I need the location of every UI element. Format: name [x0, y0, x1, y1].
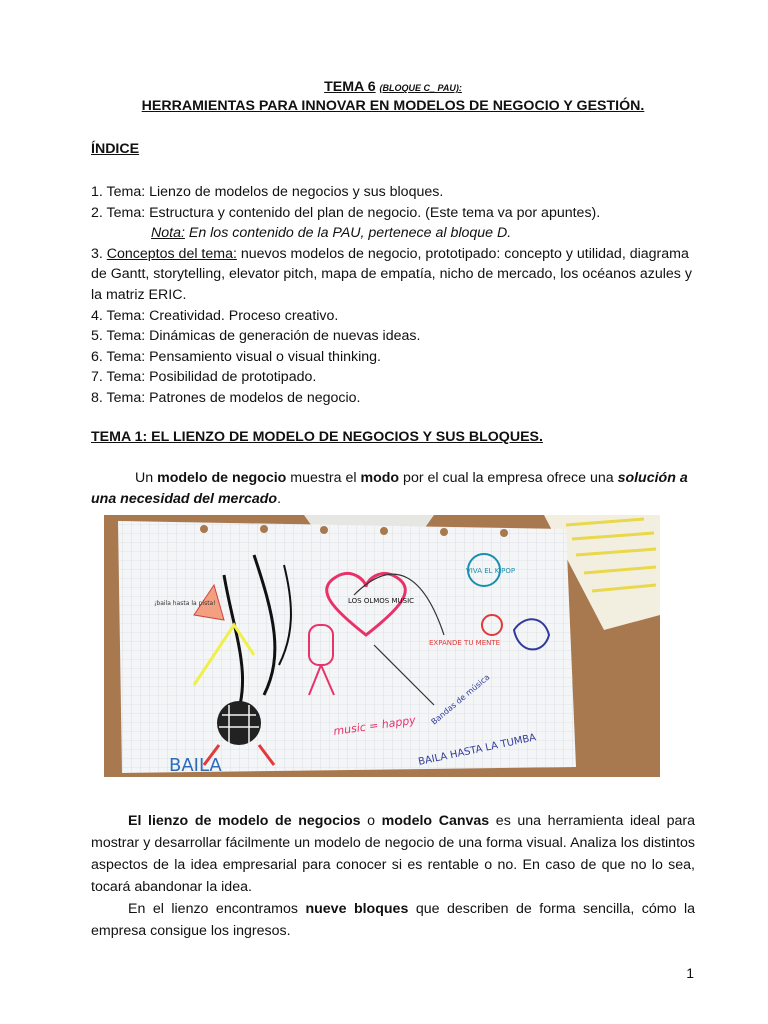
index-item-1: 1. Tema: Lienzo de modelos de negocios y sus bloques.: [91, 184, 444, 200]
intro-t4: .: [277, 491, 282, 507]
index-note: [91, 223, 695, 244]
section1-heading: TEMA 1: EL LIENZO DE MODELO DE NEGOCIOS Y SUS BLOQUES.: [91, 429, 543, 445]
bandas-label: Bandas de música: [429, 672, 492, 727]
index-item-2: 2. Tema: Estructura y contenido del plan de negocio. (Este tema va por apuntes).: [91, 204, 601, 221]
photo-drawing: [104, 515, 660, 777]
para2: [91, 898, 695, 942]
index-list: [91, 182, 695, 409]
hasta-label: BAILA HASTA LA TUMBA: [417, 732, 538, 768]
para2-t1: En el lienzo encontramos: [128, 901, 306, 917]
intro-paragraph: [91, 468, 695, 510]
visual-thinking-photo: [104, 515, 660, 777]
doc-title: [91, 79, 695, 95]
bloque-label: (BLOQUE C_ PAU):: [379, 83, 462, 93]
para2-t2: que describen de forma sencilla, cómo la empresa consigue los ingresos.: [91, 901, 695, 939]
page-number: 1: [686, 965, 694, 981]
item3-label: Conceptos del tema:: [106, 245, 237, 262]
para1-b2: modelo Canvas: [381, 813, 490, 829]
intro-b2: modo: [360, 470, 400, 486]
index-item-6: 6. Tema: Pensamiento visual o visual thinking.: [91, 348, 381, 365]
para1: [91, 810, 695, 898]
note-text: En los contenido de la PAU, pertenece al bloque D.: [184, 225, 512, 242]
intro-bi1: solución a una necesidad del mercado: [91, 470, 688, 507]
canvas-paragraph: [91, 810, 695, 942]
index-item-8: 8. Tema: Patrones de modelos de negocio.: [91, 389, 361, 406]
doc-subtitle: HERRAMIENTAS PARA INNOVAR EN MODELOS DE NEGOCIO Y GESTIÓN.: [141, 98, 645, 114]
index-item-3: [91, 244, 695, 306]
item3-prefix: 3.: [91, 245, 107, 262]
para2-b1: nueve bloques: [305, 901, 409, 917]
heart-label: LOS OLMOS MUSIC: [348, 597, 415, 605]
happy-label: music = happy: [332, 713, 417, 738]
index-item-4: 4. Tema: Creatividad. Proceso creativo.: [91, 307, 339, 324]
item3-text: nuevos modelos de negocio, prototipado: concepto y utilidad, diagrama de Gantt, storytelling, elevator pitch, mapa de empatía, nicho de mercado, los océanos azules y la matriz ERIC.: [91, 245, 692, 303]
note-label: Nota:: [151, 225, 185, 242]
para1-t1: o: [360, 813, 382, 829]
baila-label: BAILA: [169, 755, 222, 776]
index-item-5: 5. Tema: Dinámicas de generación de nuevas ideas.: [91, 328, 421, 345]
para1-b1: El lienzo de modelo de negocios: [128, 813, 361, 829]
intro-t3: por el cual la empresa ofrece una: [399, 470, 618, 486]
vivak-label: VIVA EL K-POP: [466, 567, 516, 575]
intro-t2: muestra el: [286, 470, 361, 486]
index-item-7: 7. Tema: Posibilidad de prototipado.: [91, 369, 317, 386]
expande-label: EXPANDE TU MENTE: [429, 639, 501, 647]
tema-number: TEMA 6: [324, 79, 376, 95]
index-heading: ÍNDICE: [91, 141, 140, 157]
intro-b1: modelo de negocio: [157, 470, 287, 486]
intro-t1: Un: [135, 470, 158, 486]
para1-t2: es una herramienta ideal para mostrar y desarrollar fácilmente un modelo de negocio de una forma visual. Analiza los distintos aspectos de la idea empresarial para conocer si es rentable o no. En caso de que no lo sea, tocará abandonar la idea.: [91, 813, 695, 895]
pizza-label: ¡baila hasta la pista!: [154, 600, 216, 607]
